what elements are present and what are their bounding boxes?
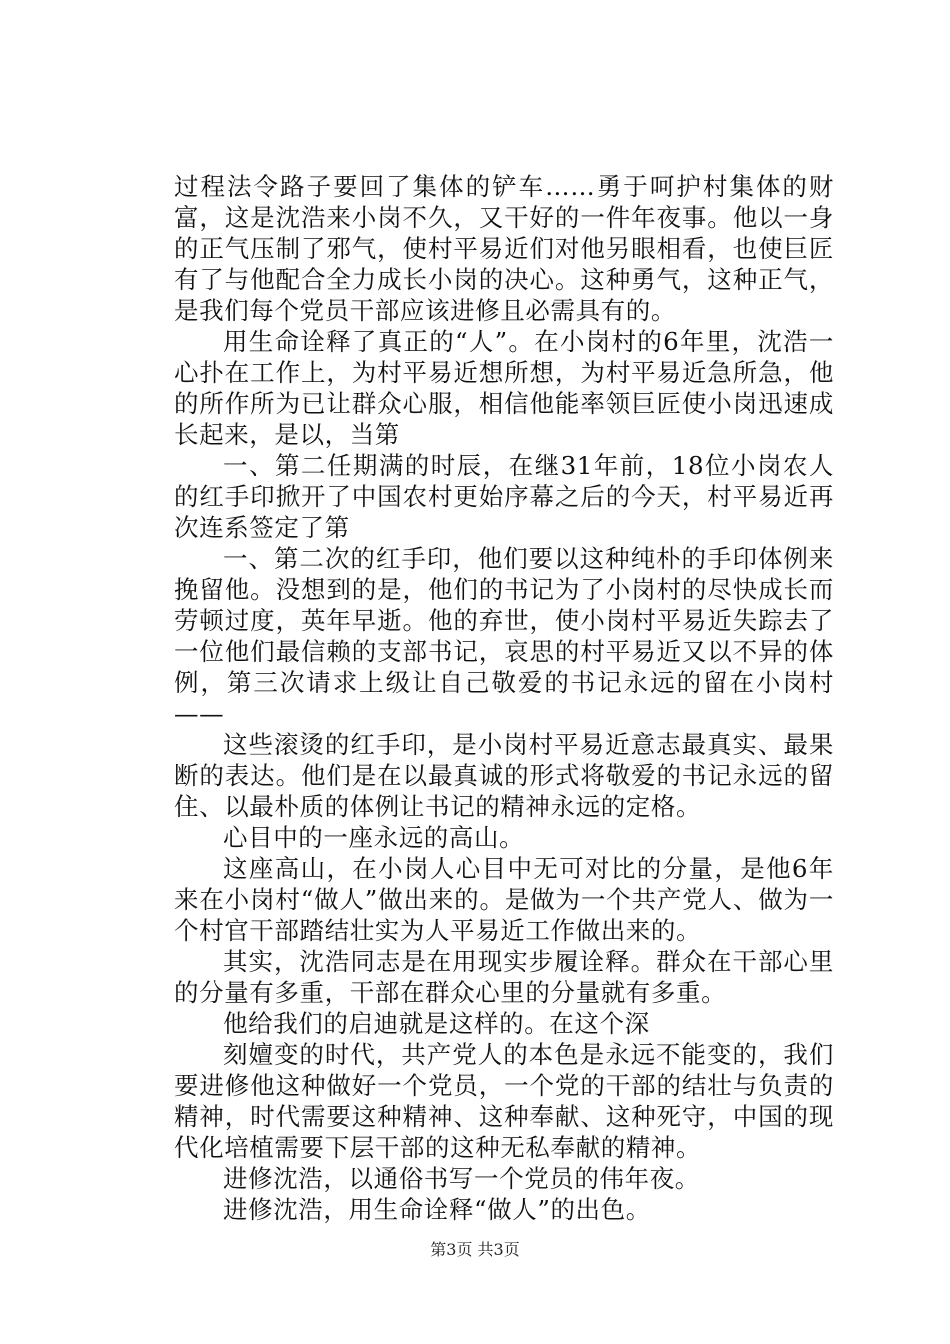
document-body <box>174 171 834 1225</box>
paragraph-9: 他给我们的启迪就是这样的。在这个深 <box>223 1009 650 1038</box>
paragraph-4: 一、第二次的红手印，他们要以这种纯朴的手印体例来挽留他。没想到的是，他们的书记为了小岗村的尽快成长而劳顿过度，英年早逝。他的弃世，使小岗村平易近失踪去了一位他们最信赖的支部书记，哀思的村平易近又以不异的体例，第三次请求上级让自己敬爱的书记永远的留在小岗村—— <box>174 544 834 728</box>
paragraph-12: 进修沈浩，用生命诠释“做人”的出色。 <box>223 1195 651 1224</box>
paragraph-10: 刻嬗变的时代，共产党人的本色是永远不能变的，我们要进修他这种做好一个党员，一个党的干部的结壮与负责的精神，时代需要这种精神、这种奉献、这种死守，中国的现代化培植需要下层干部的这种无私奉献的精神。 <box>174 1040 834 1162</box>
paragraph-5: 这些滚烫的红手印，是小岗村平易近意志最真实、最果断的表达。他们是在以最真诚的形式将敬爱的书记永远的留住、以最朴质的体例让书记的精神永远的定格。 <box>174 730 834 821</box>
paragraph-8: 其实，沈浩同志是在用现实步履诠释。群众在干部心里的分量有多重，干部在群众心里的分量就有多重。 <box>174 947 834 1007</box>
paragraph-1: 过程法令路子要回了集体的铲车……勇于呵护村集体的财富，这是沈浩来小岗不久，又干好的一件年夜事。他以一身的正气压制了邪气，使村平易近们对他另眼相看，也使巨匠有了与他配合全力成长小岗的决心。这种勇气，这种正气，是我们每个党员干部应该进修且必需具有的。 <box>174 172 834 325</box>
page-number-footer: 第3页 共3页 <box>430 1240 520 1259</box>
paragraph-6: 心目中的一座永远的高山。 <box>223 823 525 852</box>
paragraph-2: 用生命诠释了真正的“人”。在小岗村的6年里，沈浩一心扑在工作上，为村平易近想所想，为村平易近急所急，他的所作所为已让群众心服，相信他能率领巨匠使小岗迅速成长起来，是以，当第 <box>174 327 834 449</box>
paragraph-7: 这座高山，在小岗人心目中无可对比的分量，是他6年来在小岗村“做人”做出来的。是做为一个共产党人、做为一个村官干部踏结壮实为人平易近工作做出来的。 <box>174 854 834 945</box>
paragraph-11: 进修沈浩，以通俗书写一个党员的伟年夜。 <box>223 1164 700 1193</box>
paragraph-3: 一、第二任期满的时辰，在继31年前，18位小岗农人的红手印掀开了中国农村更始序幕之后的今天，村平易近再次连系签定了第 <box>174 451 834 542</box>
